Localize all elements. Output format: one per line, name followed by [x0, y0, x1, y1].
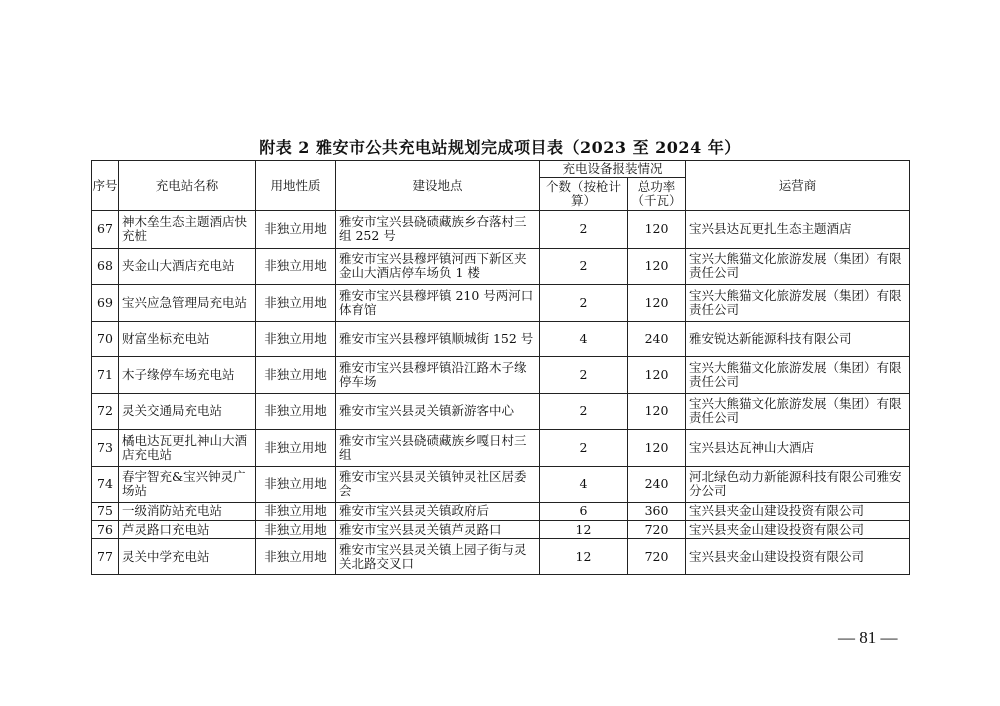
row-land: 非独立用地: [256, 503, 336, 521]
row-seq: 69: [92, 285, 119, 322]
table-row: [92, 539, 910, 575]
row-land: 非独立用地: [256, 430, 336, 467]
row-operator: 雅安锐达新能源科技有限公司: [686, 321, 910, 356]
row-name: 财富坐标充电站: [119, 321, 256, 356]
row-operator: 宝兴县夹金山建设投资有限公司: [686, 539, 910, 575]
row-land: 非独立用地: [256, 321, 336, 356]
row-name: 橘电达瓦更扎神山大酒店充电站: [119, 430, 256, 467]
row-power: 360: [628, 503, 686, 521]
row-name: 神木垒生态主题酒店快充桩: [119, 211, 256, 249]
row-location: 雅安市宝兴县硗碛藏族乡夻落村三组 252 号: [336, 211, 540, 249]
row-land: 非独立用地: [256, 248, 336, 285]
row-land: 非独立用地: [256, 357, 336, 394]
row-count: 4: [540, 321, 628, 356]
row-operator: 宝兴县夹金山建设投资有限公司: [686, 503, 910, 521]
row-count: 2: [540, 357, 628, 394]
row-power: 120: [628, 357, 686, 394]
row-land: 非独立用地: [256, 285, 336, 322]
header-operator: 运营商: [686, 161, 910, 211]
row-count: 2: [540, 393, 628, 430]
row-seq: 68: [92, 248, 119, 285]
row-name: 芦灵路口充电站: [119, 520, 256, 539]
row-land: 非独立用地: [256, 393, 336, 430]
row-count: 12: [540, 539, 628, 575]
row-name: 宝兴应急管理局充电站: [119, 285, 256, 322]
row-seq: 74: [92, 466, 119, 503]
row-land: 非独立用地: [256, 466, 336, 503]
table-row: [92, 393, 910, 430]
row-land: 非独立用地: [256, 211, 336, 249]
row-count: 4: [540, 466, 628, 503]
header-equip-group: 充电设备报装情况: [540, 161, 686, 178]
row-operator: 宝兴大熊猫文化旅游发展（集团）有限责任公司: [686, 357, 910, 394]
row-land: 非独立用地: [256, 520, 336, 539]
row-power: 120: [628, 393, 686, 430]
table-row: [92, 357, 910, 394]
table-row: [92, 211, 910, 249]
row-power: 120: [628, 285, 686, 322]
row-location: 雅安市宝兴县穆坪镇 210 号两河口体育馆: [336, 285, 540, 322]
row-operator: 宝兴县达瓦神山大酒店: [686, 430, 910, 467]
row-power: 720: [628, 539, 686, 575]
table-title: 附表 2 雅安市公共充电站规划完成项目表（2023 至 2024 年）: [259, 138, 741, 157]
row-location: 雅安市宝兴县穆坪镇沿江路木子缘停车场: [336, 357, 540, 394]
row-operator: 宝兴大熊猫文化旅游发展（集团）有限责任公司: [686, 393, 910, 430]
row-location: 雅安市宝兴县灵关镇芦灵路口: [336, 520, 540, 539]
row-seq: 75: [92, 503, 119, 521]
header-power: 总功率（千瓦）: [628, 178, 686, 211]
row-seq: 70: [92, 321, 119, 356]
row-operator: 宝兴大熊猫文化旅游发展（集团）有限责任公司: [686, 285, 910, 322]
row-seq: 73: [92, 430, 119, 467]
row-location: 雅安市宝兴县灵关镇钟灵社区居委会: [336, 466, 540, 503]
table-row: [92, 285, 910, 322]
row-power: 120: [628, 430, 686, 467]
row-location: 雅安市宝兴县灵关镇政府后: [336, 503, 540, 521]
row-name: 春宇智充&宝兴钟灵广场站: [119, 466, 256, 503]
header-name: 充电站名称: [119, 161, 256, 211]
header-land: 用地性质: [256, 161, 336, 211]
row-seq: 77: [92, 539, 119, 575]
row-location: 雅安市宝兴县穆坪镇河西下新区夹金山大酒店停车场负 1 楼: [336, 248, 540, 285]
row-name: 夹金山大酒店充电站: [119, 248, 256, 285]
row-name: 灵关交通局充电站: [119, 393, 256, 430]
row-operator: 宝兴县夹金山建设投资有限公司: [686, 520, 910, 539]
table-body: [92, 211, 910, 575]
row-operator: 宝兴大熊猫文化旅游发展（集团）有限责任公司: [686, 248, 910, 285]
row-location: 雅安市宝兴县灵关镇上园子街与灵关北路交叉口: [336, 539, 540, 575]
row-count: 2: [540, 430, 628, 467]
row-seq: 71: [92, 357, 119, 394]
row-count: 2: [540, 211, 628, 249]
row-seq: 72: [92, 393, 119, 430]
row-name: 一级消防站充电站: [119, 503, 256, 521]
header-location: 建设地点: [336, 161, 540, 211]
row-power: 720: [628, 520, 686, 539]
row-power: 120: [628, 211, 686, 249]
row-operator: 宝兴县达瓦更扎生态主题酒店: [686, 211, 910, 249]
table-row: [92, 321, 910, 356]
row-power: 240: [628, 466, 686, 503]
row-count: 6: [540, 503, 628, 521]
page-number: — 81 —: [838, 628, 898, 647]
row-seq: 67: [92, 211, 119, 249]
row-seq: 76: [92, 520, 119, 539]
table-row: [92, 520, 910, 539]
row-location: 雅安市宝兴县硗碛藏族乡嘎日村三组: [336, 430, 540, 467]
row-count: 12: [540, 520, 628, 539]
row-power: 120: [628, 248, 686, 285]
row-operator: 河北绿色动力新能源科技有限公司雅安分公司: [686, 466, 910, 503]
table-row: [92, 466, 910, 503]
row-count: 2: [540, 285, 628, 322]
header-count: 个数（按枪计算）: [540, 178, 628, 211]
row-count: 2: [540, 248, 628, 285]
row-location: 雅安市宝兴县穆坪镇顺城街 152 号: [336, 321, 540, 356]
table-row: [92, 430, 910, 467]
row-name: 木子缘停车场充电站: [119, 357, 256, 394]
row-location: 雅安市宝兴县灵关镇新游客中心: [336, 393, 540, 430]
table-row: [92, 503, 910, 521]
charging-station-table: [91, 160, 910, 575]
table-row: [92, 248, 910, 285]
header-seq: 序号: [92, 161, 119, 211]
row-name: 灵关中学充电站: [119, 539, 256, 575]
row-power: 240: [628, 321, 686, 356]
row-land: 非独立用地: [256, 539, 336, 575]
